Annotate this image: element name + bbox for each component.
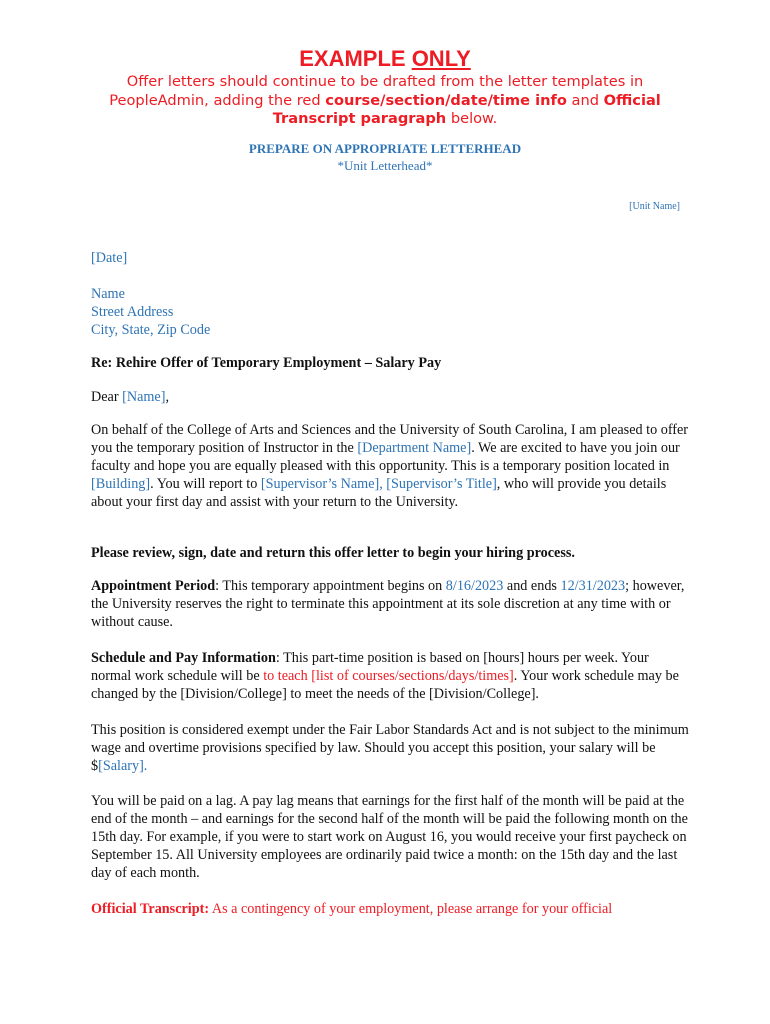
recipient-city: City, State, Zip Code [91, 322, 211, 338]
appointment-label: Appointment Period [91, 578, 216, 594]
transcript-text: As a contingency of your employment, please arrange for your official [209, 901, 613, 917]
appointment-text-1: : This temporary appointment begins on [215, 578, 446, 594]
re-line: Re: Rehire Offer of Temporary Employment – Salary Pay [91, 355, 442, 371]
offer-text-3: . You will report to [150, 476, 261, 492]
unit-name-placeholder: [Unit Name] [629, 201, 680, 212]
note-bold-2: Official Transcript paragraph [272, 91, 661, 127]
template-instruction-note [90, 73, 680, 129]
supervisor-placeholder: [Supervisor’s Name], [Supervisor’s Title] [260, 476, 497, 492]
building-placeholder: [Building] [91, 476, 151, 492]
only-underlined: ONLY [411, 46, 471, 71]
appointment-period-paragraph [91, 577, 691, 631]
note-text-2: and [566, 91, 604, 109]
appointment-text-3: ; however, the University reserves the right to terminate this appointment at its sole discretion at any time with or without cause. [91, 578, 685, 630]
exempt-text: This position is considered exempt under the Fair Labor Standards Act and is not subject to the minimum wage and overtime provisions specified by law. Should you accept this position, your salary will be $ [91, 722, 689, 774]
offer-text-1: On behalf of the College of Arts and Sciences and the University of South Carolina, I am pleased to offer you the temporary position of Instructor in the [91, 422, 689, 456]
greeting-comma: , [165, 389, 169, 405]
note-bold-1: course/section/date/time info [325, 91, 567, 109]
appointment-text-2: and ends [503, 578, 561, 594]
department-placeholder: [Department Name] [357, 440, 472, 456]
offer-text-4: , who will provide you details about your first day and assist with your return to the University. [91, 476, 667, 510]
date-placeholder: [Date] [91, 250, 128, 266]
prepare-letterhead-heading: PREPARE ON APPROPRIATE LETTERHEAD [248, 141, 522, 156]
recipient-name: Name [91, 286, 125, 302]
example-title-text: EXAMPLE [299, 46, 412, 71]
greeting [91, 388, 691, 406]
note-text-1: Offer letters should continue to be drafted from the letter templates in PeopleAdmin, adding the red [109, 73, 644, 109]
official-transcript-paragraph [91, 900, 691, 918]
greeting-name: [Name] [122, 389, 166, 405]
note-text-3: below. [446, 110, 498, 127]
greeting-dear: Dear [91, 389, 123, 405]
schedule-text-1: : This part-time position is based on [hours] hours per week. Your normal work schedule will be [91, 650, 649, 684]
transcript-label: Official Transcript: [91, 901, 210, 917]
exempt-paragraph [91, 721, 691, 775]
start-date: 8/16/2023 [445, 578, 504, 594]
unit-letterhead-label: *Unit Letterhead* [337, 158, 433, 173]
please-review-line: Please review, sign, date and return this offer letter to begin your hiring process. [91, 545, 575, 561]
example-only-title [0, 46, 770, 72]
recipient-address [91, 285, 691, 339]
pay-lag-paragraph: You will be paid on a lag. A pay lag means that earnings for the first half of the month will be paid at the end of the month – and earnings for the second half of the month will be paid the following month on the 15th day. For example, if you were to start work on August 16, you would receive your first paycheck on September 15. All University employees are ordinarily paid twice a month: on the 15th day and the last day of each month. [91, 793, 688, 881]
offer-paragraph [91, 421, 691, 511]
schedule-text-2: . Your work schedule may be changed by the [Division/College] to meet the needs of the [Division/College]. [91, 668, 679, 702]
salary-placeholder: [Salary]. [98, 758, 148, 774]
schedule-label: Schedule and Pay Information [91, 650, 276, 666]
end-date: 12/31/2023 [560, 578, 626, 594]
schedule-pay-paragraph [91, 649, 691, 703]
offer-text-2: . We are excited to have you join our faculty and hope you are equally pleased with this opportunity. This is a temporary position located in [91, 440, 680, 474]
teach-schedule-placeholder: to teach [list of courses/sections/days/times] [263, 668, 514, 684]
recipient-street: Street Address [91, 304, 174, 320]
